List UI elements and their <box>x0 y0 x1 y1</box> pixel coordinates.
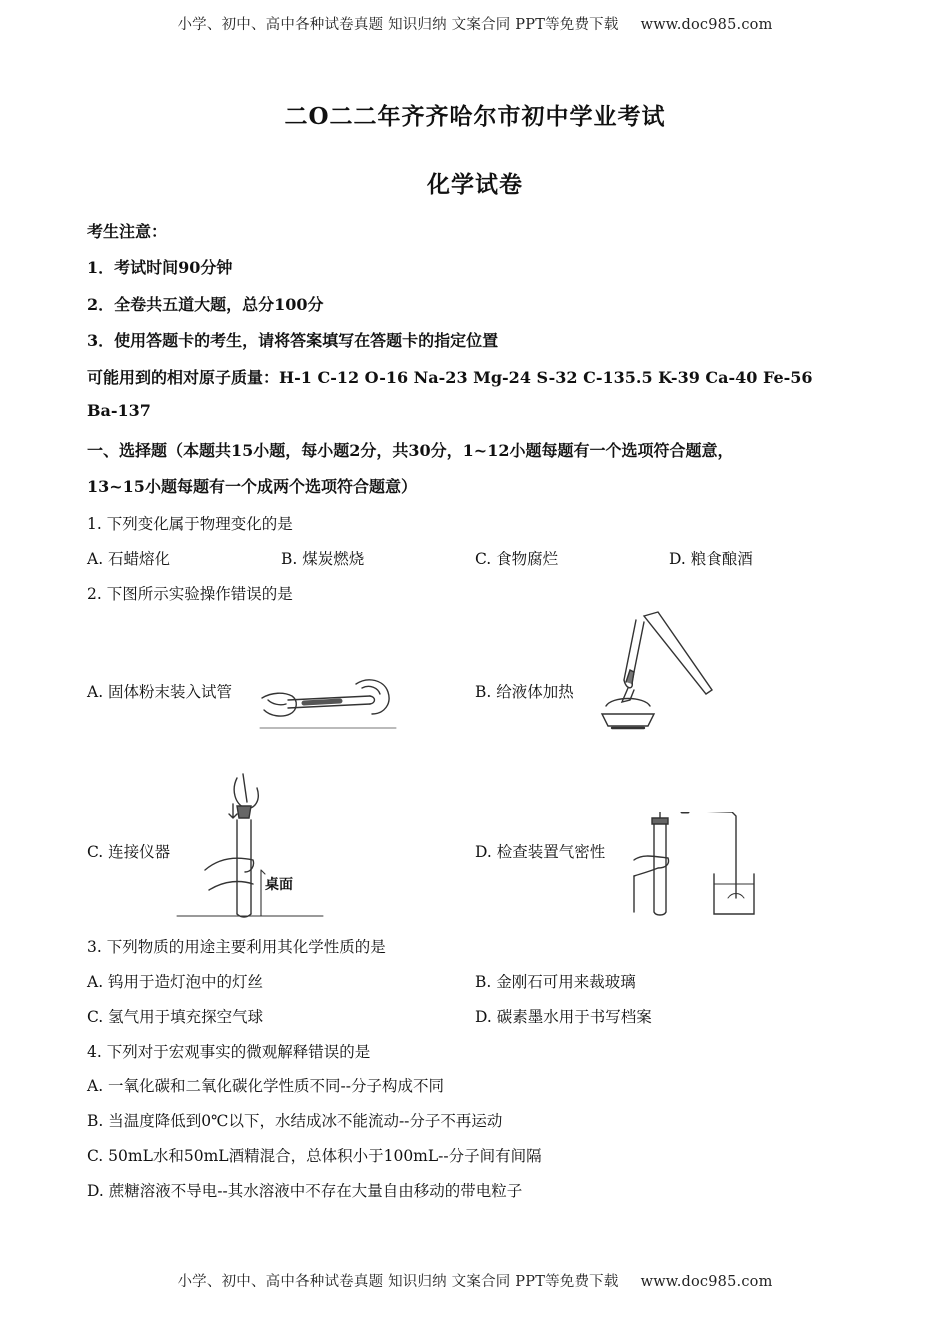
notice-item: 2．全卷共五道大题，总分100分 <box>87 295 324 314</box>
q1-option-d[interactable]: D. 粮食酿酒 <box>669 550 753 568</box>
q3-option-a[interactable]: A. 钨用于造灯泡中的灯丝 <box>87 973 264 991</box>
header-site[interactable]: www.doc985.com <box>640 17 773 33</box>
q4-option-c[interactable]: C. 50mL水和50mL酒精混合，总体积小于100mL--分子间有间隔 <box>87 1147 542 1165</box>
question-3-stem: 3. 下列物质的用途主要利用其化学性质的是 <box>87 938 386 956</box>
q4-option-a[interactable]: A. 一氧化碳和二氧化碳化学性质不同--分子构成不同 <box>87 1077 445 1095</box>
notice-item: 3．使用答题卡的考生，请将答案填写在答题卡的指定位置 <box>87 331 499 350</box>
atomic-masses-cont: Ba-137 <box>87 401 151 420</box>
figure-c-desk-label: 桌面 <box>265 877 293 893</box>
figure-heating-liquid <box>590 610 715 745</box>
question-1-stem: 1. 下列变化属于物理变化的是 <box>87 515 293 533</box>
notice-heading: 考生注意： <box>87 222 168 241</box>
q3-option-d[interactable]: D. 碳素墨水用于书写档案 <box>475 1008 652 1026</box>
exam-subtitle: 化学试卷 <box>427 171 523 198</box>
q1-option-b[interactable]: B. 煤炭燃烧 <box>281 550 365 568</box>
page-footer <box>0 1270 950 1291</box>
header-text: 小学、初中、高中各种试卷真题 知识归纳 文案合同 PPT等免费下载 <box>177 17 619 33</box>
q1-option-c[interactable]: C. 食物腐烂 <box>475 550 559 568</box>
exam-title: 二O二二年齐齐哈尔市初中学业考试 <box>284 103 666 130</box>
q2-option-b[interactable]: B. 给液体加热 <box>475 683 574 701</box>
q2-option-a[interactable]: A. 固体粉末装入试管 <box>87 683 233 701</box>
q4-option-d[interactable]: D. 蔗糖溶液不导电--其水溶液中不存在大量自由移动的带电粒子 <box>87 1182 523 1200</box>
section-heading-cont: 13~15小题每题有一个成两个选项符合题意） <box>87 477 417 496</box>
atomic-masses: 可能用到的相对原子质量：H-1 C-12 O-16 Na-23 Mg-24 S-32 C-135.5 K-39 Ca-40 Fe-56 <box>87 368 813 387</box>
q2-option-d[interactable]: D. 检查装置气密性 <box>475 843 606 861</box>
notice-item: 1．考试时间90分钟 <box>87 258 233 277</box>
section-heading: 一、选择题（本题共15小题，每小题2分，共30分，1~12小题每题有一个选项符合题意， <box>87 441 734 460</box>
page-header <box>0 13 950 34</box>
q1-option-a[interactable]: A. 石蜡熔化 <box>87 550 171 568</box>
footer-site[interactable]: www.doc985.com <box>640 1274 773 1290</box>
question-4-stem: 4. 下列对于宏观事实的微观解释错误的是 <box>87 1043 371 1061</box>
q4-option-b[interactable]: B. 当温度降低到0℃以下，水结成冰不能流动--分子不再运动 <box>87 1112 503 1130</box>
footer-text: 小学、初中、高中各种试卷真题 知识归纳 文案合同 PPT等免费下载 <box>177 1274 619 1290</box>
figure-airtightness-check <box>630 812 760 922</box>
q3-option-b[interactable]: B. 金刚石可用来裁玻璃 <box>475 973 636 991</box>
figure-connecting-instruments <box>175 770 325 920</box>
question-2-stem: 2. 下图所示实验操作错误的是 <box>87 585 293 603</box>
q2-option-c[interactable]: C. 连接仪器 <box>87 843 171 861</box>
q3-option-c[interactable]: C. 氢气用于填充探空气球 <box>87 1008 264 1026</box>
figure-powder-into-tube <box>258 670 398 736</box>
